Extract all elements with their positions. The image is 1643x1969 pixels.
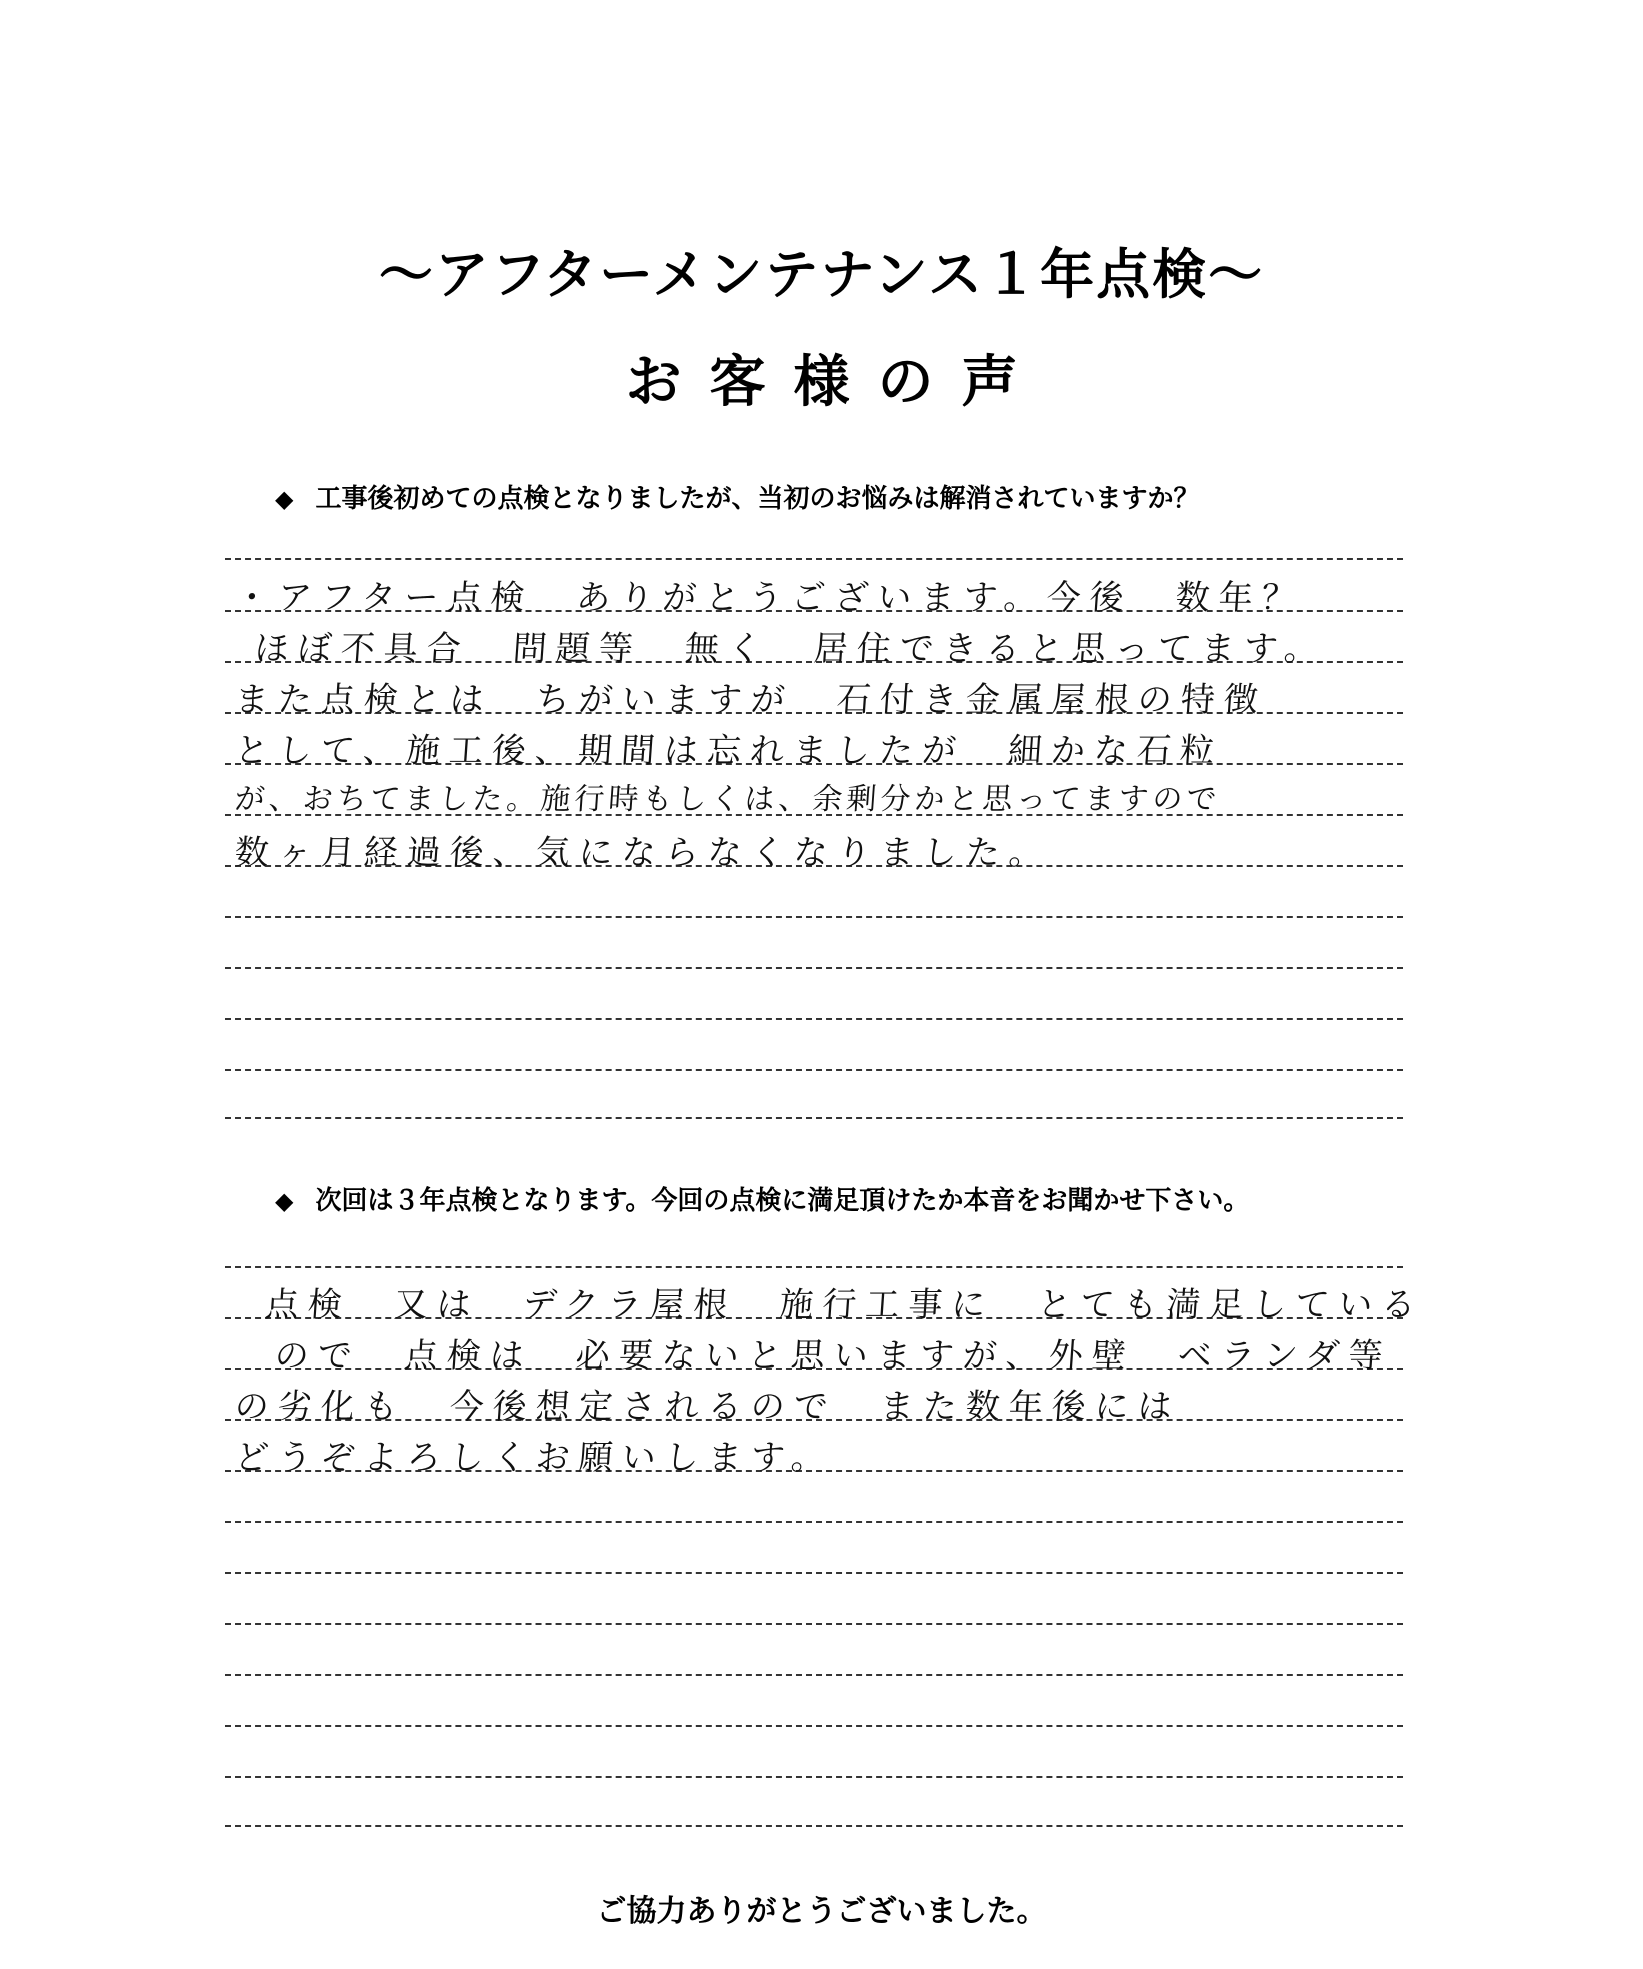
footer-thanks: ご協力ありがとうございました。 (596, 1894, 1047, 1929)
ruled-line (225, 1117, 1403, 1119)
answer-1-line-1: ・アフター点検 ありがとうございます。今後 数年？ (233, 578, 1307, 618)
answer-1-line-4: として、施工後、期間は忘れましたが 細かな石粒 (233, 731, 1225, 771)
question-2-text: 次回は３年点検となります。今回の点検に満足頂けたか本音をお聞かせ下さい。 (315, 1186, 1250, 1216)
ruled-line (225, 1776, 1403, 1778)
ruled-line (225, 1572, 1403, 1574)
ruled-line (225, 1825, 1403, 1827)
ruled-line (225, 1674, 1403, 1676)
question-1 (275, 478, 1199, 515)
diamond-bullet-icon: ◆ (275, 1187, 294, 1215)
page-title: 〜アフターメンテナンス１年点検〜 (378, 243, 1265, 306)
ruled-line (225, 558, 1403, 560)
page-subtitle: お客様の声 (625, 350, 1046, 415)
ruled-line (225, 1725, 1403, 1727)
answer-1-line-5: が、おちてました。施行時もしくは、余剰分かと思ってますので (233, 782, 1222, 817)
ruled-line (225, 1266, 1403, 1268)
answer-2-line-1: 点検 又は デクラ屋根 施行工事に とても満足している (263, 1285, 1426, 1325)
ruled-line (225, 967, 1403, 969)
answer-area-1 (225, 558, 1403, 1118)
ruled-line (225, 1018, 1403, 1020)
ruled-line (225, 1623, 1403, 1625)
answer-2-line-4: どうぞよろしくお願いします。 (233, 1438, 836, 1478)
ruled-line (225, 1069, 1403, 1071)
diamond-bullet-icon: ◆ (275, 485, 294, 513)
answer-1-line-6: 数ヶ月経過後、気にならなくなりました。 (233, 833, 1054, 873)
ruled-line (225, 1521, 1403, 1523)
answer-1-line-2: ほぼ不具合 問題等 無く 居住できると思ってます。 (253, 629, 1329, 669)
answer-1-line-3: また点検とは ちがいますが 石付き金属屋根の特徴 (233, 680, 1269, 720)
ruled-line (225, 916, 1403, 918)
question-1-text: 工事後初めての点検となりましたが、当初のお悩みは解消されていますか？ (315, 484, 1200, 514)
answer-2-line-2: ので 点検は 必要ないと思いますが、外壁 ベランダ等 (273, 1336, 1393, 1376)
answer-area-2 (225, 1266, 1426, 1826)
question-2 (275, 1180, 1249, 1217)
answer-2-line-3: の劣化も 今後想定されるので また数年後には (233, 1387, 1183, 1427)
